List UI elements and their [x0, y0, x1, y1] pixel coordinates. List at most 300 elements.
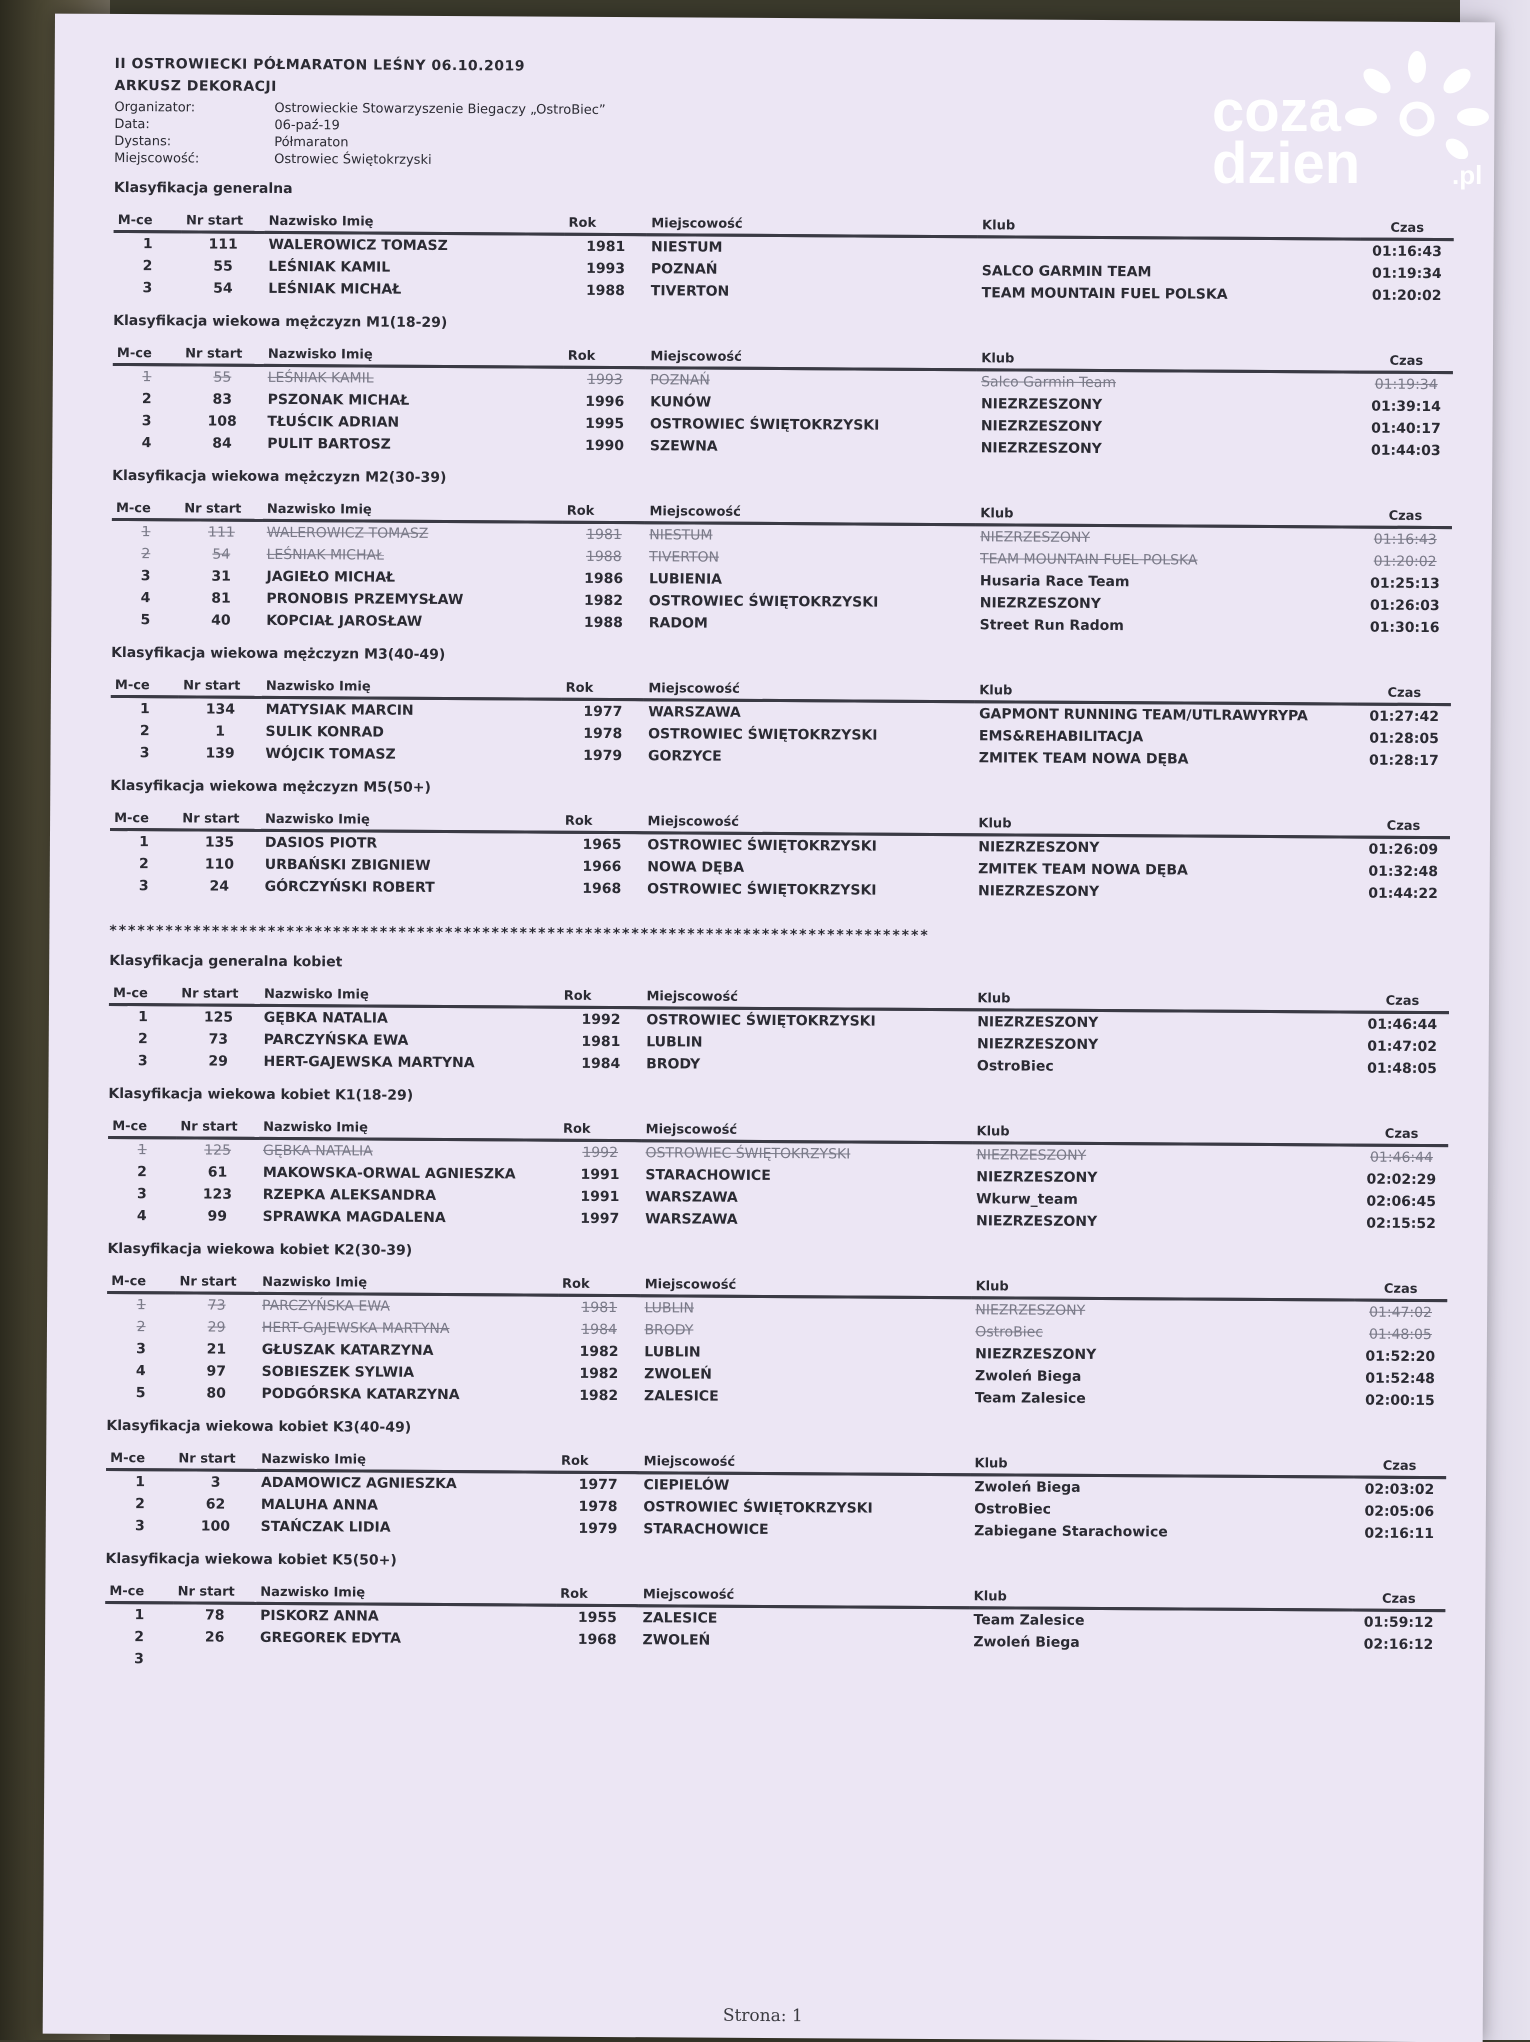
cell-mce: 1 — [134, 1607, 145, 1624]
column-header-miej: Miejscowość — [644, 811, 975, 835]
column-header-nr: Nr start — [174, 1581, 257, 1603]
cell-czas: 02:15:52 — [1366, 1215, 1436, 1233]
cell-miej: ZWOLEŃ — [642, 1632, 711, 1649]
cell-klub: NIEZRZESZONY — [977, 1014, 1099, 1031]
cell-mce: 3 — [142, 280, 153, 297]
column-header-nr: Nr start — [178, 808, 261, 830]
section-title: Klasyfikacja wiekowa mężczyzn M1(18-29) — [113, 312, 448, 332]
cell-czas: 01:48:05 — [1368, 1326, 1432, 1344]
column-header-name: Nazwisko Imię — [261, 809, 561, 832]
cell-nr: 73 — [208, 1031, 229, 1048]
cell-mce: 5 — [135, 1385, 146, 1402]
column-header-mce: M-ce — [105, 1581, 173, 1603]
column-header-klub: Klub — [974, 813, 1357, 837]
cell-name: LEŚNIAK MICHAŁ — [268, 280, 402, 298]
cell-nr: 134 — [205, 701, 236, 718]
cell-nr: 123 — [202, 1186, 233, 1203]
cell-miej: WARSZAWA — [645, 1189, 738, 1206]
cell-nr: 26 — [204, 1629, 225, 1646]
cell-czas: 01:47:02 — [1369, 1304, 1433, 1322]
cell-klub: TEAM MOUNTAIN FUEL POLSKA — [981, 285, 1228, 303]
column-header-name: Nazwisko Imię — [264, 344, 564, 367]
cell-rok: 1965 — [582, 836, 622, 854]
cell-nr: 29 — [208, 1053, 228, 1070]
cell-czas: 01:44:03 — [1370, 442, 1441, 460]
cell-mce: 1 — [139, 834, 149, 851]
results-table — [112, 343, 1453, 462]
cell-nr: 21 — [206, 1341, 227, 1358]
cell-nr: 55 — [213, 369, 232, 386]
cell-rok: 1986 — [584, 570, 624, 588]
cell-klub: Zabiegane Starachowice — [974, 1523, 1168, 1541]
column-header-czas: Czas — [1352, 1589, 1445, 1611]
cell-czas: 01:28:17 — [1369, 752, 1439, 770]
cell-rok: 1982 — [584, 592, 624, 610]
cell-name: SULIK KONRAD — [265, 723, 385, 741]
cell-rok — [556, 1651, 639, 1674]
document-content — [105, 56, 1485, 1678]
cell-miej: OSTROWIEC ŚWIĘTOKRZYSKI — [649, 416, 880, 434]
cell-miej: ZWOLEŃ — [644, 1366, 712, 1383]
cell-czas: 01:44:22 — [1368, 885, 1438, 903]
cell-miej: STARACHOWICE — [645, 1167, 771, 1184]
cell-klub: NIEZRZESZONY — [980, 440, 1102, 458]
section-title: Klasyfikacja wiekowa kobiet K5(50+) — [105, 1550, 397, 1569]
cell-nr: 40 — [211, 612, 231, 629]
cell-czas: 01:52:20 — [1365, 1348, 1436, 1366]
cell-miej: NIESTUM — [651, 239, 723, 256]
cell-miej: OSTROWIEC ŚWIĘTOKRZYSKI — [643, 1499, 873, 1517]
meta-label: Organizator: — [114, 99, 196, 116]
cell-klub: ZMITEK TEAM NOWA DĘBA — [978, 861, 1188, 879]
cell-rok: 1991 — [580, 1188, 620, 1206]
results-table — [110, 808, 1451, 905]
cell-name: LEŚNIAK KAMIL — [267, 369, 374, 387]
cell-mce: 3 — [137, 1053, 148, 1070]
column-header-name: Nazwisko Imię — [257, 1449, 557, 1472]
cell-name: ADAMOWICZ AGNIESZKA — [260, 1474, 457, 1493]
results-table — [113, 210, 1454, 307]
cell-klub: Zwoleń Biega — [974, 1479, 1081, 1496]
column-header-name: Nazwisko Imię — [262, 676, 562, 699]
cell-klub: Team Zalesice — [973, 1612, 1085, 1629]
cell-nr: 84 — [212, 435, 232, 452]
cell-mce: 2 — [141, 546, 151, 563]
cell-klub: Street Run Radom — [979, 617, 1124, 635]
column-header-klub: Klub — [978, 215, 1361, 239]
cell-klub: NIEZRZESZONY — [978, 839, 1100, 856]
cell-mce: 3 — [141, 413, 152, 430]
column-header-name: Nazwisko Imię — [263, 499, 563, 522]
column-header-miej: Miejscowość — [647, 213, 978, 237]
column-header-mce: M-ce — [114, 210, 182, 232]
cell-czas: 02:03:02 — [1364, 1481, 1435, 1499]
cell-klub: NIEZRZESZONY — [980, 418, 1103, 436]
cell-nr: 110 — [204, 856, 235, 873]
cell-czas: 02:06:45 — [1366, 1193, 1437, 1211]
column-header-nr: Nr start — [175, 1271, 258, 1293]
cell-klub — [978, 237, 1361, 263]
cell-czas: 01:19:34 — [1374, 376, 1438, 394]
cell-name: MALUHA ANNA — [260, 1496, 378, 1514]
cell-mce: 1 — [137, 1142, 147, 1159]
cell-mce: 3 — [139, 745, 150, 762]
cell-mce: 2 — [134, 1629, 145, 1646]
cell-mce: 1 — [141, 524, 151, 541]
page-number: Strona: 1 — [722, 2005, 803, 2027]
cell-klub: NIEZRZESZONY — [975, 1302, 1086, 1319]
column-header-name: Nazwisko Imię — [259, 1117, 559, 1140]
cell-miej: OSTROWIEC ŚWIĘTOKRZYSKI — [647, 881, 877, 899]
cell-klub: NIEZRZESZONY — [975, 1213, 1098, 1230]
column-header-mce: M-ce — [108, 1116, 176, 1138]
cell-klub: OstroBiec — [976, 1058, 1054, 1075]
cell-nr: 78 — [205, 1607, 225, 1624]
cell-nr: 61 — [207, 1164, 228, 1181]
cell-klub: ZMITEK TEAM NOWA DĘBA — [978, 750, 1189, 768]
cell-czas: 01:30:16 — [1369, 619, 1440, 637]
cell-czas: 02:00:15 — [1365, 1392, 1435, 1410]
cell-nr: 24 — [209, 878, 230, 895]
cell-name: GŁUSZAK KATARZYNA — [261, 1341, 434, 1359]
cell-rok: 1981 — [581, 1299, 618, 1317]
separator-line: **************************************************************************************** — [109, 922, 930, 944]
cell-miej: OSTROWIEC ŚWIĘTOKRZYSKI — [648, 726, 878, 744]
column-header-mce: M-ce — [106, 1448, 174, 1470]
column-header-nr: Nr start — [181, 343, 264, 365]
cell-rok: 1977 — [583, 703, 623, 721]
cell-czas: 01:48:05 — [1367, 1060, 1437, 1078]
column-header-klub: Klub — [973, 988, 1356, 1012]
cell-name: PARCZYŃSKA EWA — [263, 1031, 409, 1049]
column-header-klub: Klub — [975, 680, 1358, 704]
column-header-rok: Rok — [562, 678, 645, 700]
results-table — [107, 1271, 1448, 1412]
column-header-czas: Czas — [1356, 991, 1449, 1013]
cell-miej: GORZYCE — [647, 748, 722, 765]
cell-czas: 01:46:44 — [1370, 1149, 1433, 1167]
cell-name: PISKORZ ANNA — [260, 1607, 379, 1625]
column-header-mce: M-ce — [107, 1271, 175, 1293]
column-header-czas: Czas — [1355, 1124, 1448, 1146]
column-header-miej: Miejscowość — [644, 678, 975, 702]
cell-rok: 1966 — [582, 858, 622, 876]
cell-czas: 01:16:43 — [1373, 531, 1437, 549]
cell-name: WALEROWICZ TOMASZ — [266, 524, 429, 542]
cell-name: PRONOBIS PRZEMYSŁAW — [266, 590, 464, 609]
cell-mce: 2 — [137, 1164, 147, 1181]
cell-czas: 01:26:09 — [1368, 841, 1439, 859]
column-header-czas: Czas — [1360, 351, 1453, 373]
cell-name: GĘBKA NATALIA — [262, 1142, 373, 1160]
cell-mce: 3 — [136, 1186, 147, 1203]
cell-nr: 3 — [210, 1474, 221, 1491]
cell-czas: 01:59:12 — [1363, 1614, 1434, 1632]
cell-rok: 1979 — [578, 1520, 618, 1538]
cell-rok: 1995 — [585, 415, 625, 433]
document-title: II OSTROWIECKI PÓŁMARATON LEŚNY 06.10.2019 — [114, 55, 526, 75]
cell-czas: 01:40:17 — [1371, 420, 1441, 438]
cell-rok: 1993 — [587, 371, 623, 389]
cell-miej: KUNÓW — [650, 394, 712, 411]
cell-mce: 3 — [136, 1341, 146, 1358]
column-header-nr: Nr start — [179, 675, 262, 697]
meta-value: 06-paź-19 — [274, 117, 340, 134]
cell-klub: SALCO GARMIN TEAM — [981, 263, 1152, 281]
cell-rok: 1990 — [584, 437, 625, 455]
column-header-klub: Klub — [970, 1586, 1353, 1610]
cell-mce: 2 — [142, 258, 153, 275]
cell-miej: TIVERTON — [649, 549, 720, 566]
results-table — [108, 1116, 1449, 1235]
cell-nr: 125 — [203, 1009, 234, 1026]
column-header-rok: Rok — [558, 1274, 641, 1296]
cell-name: PSZONAK MICHAŁ — [267, 391, 410, 409]
cell-mce: 3 — [138, 878, 149, 895]
cell-nr: 81 — [211, 590, 231, 607]
cell-name: MAKOWSKA-ORWAL AGNIESZKA — [262, 1164, 516, 1183]
cell-rok: 1981 — [586, 238, 626, 256]
cell-nr: 100 — [200, 1518, 231, 1535]
cell-nr — [173, 1648, 256, 1671]
cell-miej: BRODY — [646, 1056, 701, 1073]
column-header-rok: Rok — [557, 1451, 640, 1473]
cell-nr: 139 — [205, 745, 235, 762]
meta-label: Miejscowość: — [114, 150, 200, 167]
cell-nr: 83 — [212, 391, 233, 408]
cell-miej: SZEWNA — [649, 438, 718, 455]
cell-rok: 1988 — [583, 614, 623, 632]
cell-mce: 2 — [135, 1496, 145, 1513]
cell-name: GĘBKA NATALIA — [263, 1009, 388, 1027]
cell-mce: 1 — [138, 1009, 148, 1026]
cell-rok: 1977 — [578, 1476, 618, 1494]
cell-czas: 01:16:43 — [1372, 243, 1442, 261]
column-header-nr: Nr start — [182, 210, 265, 232]
cell-miej: BRODY — [644, 1322, 694, 1339]
section-title: Klasyfikacja wiekowa mężczyzn M5(50+) — [110, 777, 431, 796]
cell-miej: NOWA DĘBA — [647, 859, 745, 876]
meta-label: Data: — [114, 116, 150, 133]
watermark-logo — [1210, 55, 1490, 205]
cell-miej: OSTROWIEC ŚWIĘTOKRZYSKI — [646, 1012, 876, 1030]
cell-nr: 54 — [213, 280, 233, 297]
cell-rok: 1978 — [583, 725, 623, 743]
cell-mce: 1 — [135, 1474, 146, 1491]
cell-mce: 3 — [140, 568, 151, 585]
column-header-nr: Nr start — [174, 1448, 257, 1470]
results-table — [106, 1448, 1447, 1545]
cell-rok: 1992 — [581, 1011, 621, 1029]
column-header-czas: Czas — [1354, 1279, 1447, 1301]
column-header-mce: M-ce — [111, 675, 179, 697]
column-header-mce: M-ce — [109, 983, 177, 1005]
section-title: Klasyfikacja generalna — [113, 179, 293, 198]
paper-sheet — [43, 14, 1495, 2042]
cell-czas: 01:52:48 — [1365, 1370, 1436, 1388]
cell-name: KOPCIAŁ JAROSŁAW — [266, 612, 423, 630]
column-header-mce: M-ce — [110, 808, 178, 830]
cell-miej: RADOM — [648, 615, 708, 632]
column-header-klub: Klub — [976, 503, 1359, 527]
logo-text-line2: dzien — [1212, 131, 1361, 196]
cell-rok: 1981 — [581, 1033, 621, 1051]
cell-miej: LUBLIN — [644, 1344, 701, 1361]
cell-mce: 2 — [141, 391, 152, 408]
cell-czas: 02:16:12 — [1363, 1636, 1434, 1654]
cell-miej: TIVERTON — [650, 283, 730, 300]
column-header-miej: Miejscowość — [645, 501, 976, 525]
cell-rok: 1984 — [581, 1055, 621, 1073]
cell-klub: NIEZRZESZONY — [976, 1169, 1098, 1186]
cell-nr: 108 — [207, 413, 237, 430]
column-header-name: Nazwisko Imię — [258, 1272, 558, 1295]
cell-klub: Salco Garmin Team — [981, 374, 1117, 392]
cell-miej: LUBLIN — [644, 1300, 695, 1317]
meta-value: Ostrowiec Świętokrzyski — [274, 151, 432, 168]
cell-nr: 111 — [208, 524, 235, 541]
column-header-czas: Czas — [1353, 1456, 1446, 1478]
cell-mce: 3 — [134, 1651, 144, 1668]
cell-klub: NIEZRZESZONY — [980, 529, 1090, 546]
cell-miej: OSTROWIEC ŚWIĘTOKRZYSKI — [645, 1145, 851, 1163]
cell-rok: 1996 — [585, 393, 625, 411]
cell-nr: 1 — [215, 723, 226, 740]
cell-rok: 1978 — [578, 1498, 618, 1516]
cell-miej: POZNAŃ — [650, 261, 718, 278]
cell-mce: 1 — [136, 1297, 146, 1314]
cell-rok: 1988 — [585, 548, 622, 566]
cell-name: DASIOS PIOTR — [264, 834, 378, 852]
cell-klub — [969, 1653, 1352, 1677]
cell-mce: 2 — [139, 723, 150, 740]
cell-mce: 2 — [137, 1031, 148, 1048]
cell-nr: 55 — [213, 258, 233, 275]
cell-nr: 62 — [205, 1496, 226, 1513]
meta-label: Dystans: — [114, 133, 172, 150]
column-header-czas: Czas — [1358, 683, 1451, 705]
cell-mce: 1 — [142, 369, 152, 386]
cell-klub: Team Zalesice — [974, 1390, 1086, 1407]
column-header-miej: Miejscowość — [640, 1451, 971, 1475]
document-subtitle: ARKUSZ DEKORACJI — [114, 77, 277, 95]
cell-rok: 1984 — [581, 1321, 617, 1339]
column-header-mce: M-ce — [113, 343, 181, 365]
cell-czas: 01:25:13 — [1370, 575, 1440, 593]
column-header-mce: M-ce — [112, 498, 180, 520]
cell-name — [256, 1649, 556, 1673]
cell-name: GREGOREK EDYTA — [259, 1629, 401, 1647]
column-header-czas: Czas — [1361, 218, 1454, 240]
cell-klub: NIEZRZESZONY — [980, 396, 1103, 414]
cell-klub: NIEZRZESZONY — [977, 1036, 1099, 1053]
cell-czas: 01:19:34 — [1372, 265, 1442, 283]
column-header-miej: Miejscowość — [642, 986, 973, 1010]
cell-name: RZEPKA ALEKSANDRA — [262, 1186, 437, 1204]
column-header-rok: Rok — [561, 811, 644, 833]
section-title: Klasyfikacja wiekowa mężczyzn M3(40-49) — [111, 644, 446, 663]
cell-rok: 1993 — [586, 260, 626, 278]
column-header-rok: Rok — [560, 986, 643, 1008]
cell-name: PODGÓRSKA KATARZYNA — [261, 1385, 460, 1404]
cell-klub: NIEZRZESZONY — [977, 883, 1100, 900]
cell-klub: Zwoleń Biega — [973, 1634, 1080, 1651]
cell-rok: 1955 — [577, 1609, 617, 1627]
results-table — [110, 675, 1451, 772]
cell-klub: GAPMONT RUNNING TEAM/UTLRAWYRYPA — [979, 706, 1308, 725]
cell-miej: LUBIENIA — [649, 571, 723, 588]
column-header-rok: Rok — [564, 346, 647, 368]
cell-klub: NIEZRZESZONY — [976, 1147, 1087, 1164]
cell-czas: 02:16:11 — [1364, 1525, 1435, 1543]
cell-nr: 99 — [207, 1208, 228, 1225]
cell-rok: 1981 — [586, 526, 622, 544]
cell-miej: WARSZAWA — [648, 704, 741, 721]
cell-name: LEŚNIAK KAMIL — [268, 258, 391, 276]
section-title: Klasyfikacja wiekowa kobiet K1(18-29) — [108, 1085, 414, 1104]
cell-miej: CIEPIELÓW — [643, 1477, 730, 1494]
cell-czas: 01:47:02 — [1367, 1038, 1438, 1056]
cell-mce: 4 — [141, 435, 152, 452]
column-header-rok: Rok — [556, 1584, 639, 1606]
cell-mce: 2 — [139, 856, 149, 873]
cell-klub: Husaria Race Team — [979, 573, 1130, 591]
cell-nr: 111 — [208, 236, 238, 253]
results-table — [105, 1581, 1446, 1678]
cell-klub: TEAM MOUNTAIN FUEL POLSKA — [979, 551, 1198, 569]
cell-miej: NIESTUM — [649, 527, 713, 544]
cell-czas: 01:32:48 — [1368, 863, 1439, 881]
cell-mce: 1 — [142, 236, 153, 253]
cell-rok: 1988 — [585, 282, 625, 300]
cell-miej: POZNAŃ — [650, 372, 710, 389]
section-title: Klasyfikacja generalna kobiet — [109, 952, 343, 971]
column-header-klub: Klub — [970, 1453, 1353, 1477]
cell-rok: 1968 — [577, 1631, 617, 1649]
column-header-miej: Miejscowość — [639, 1584, 970, 1608]
column-header-rok: Rok — [559, 1119, 642, 1141]
results-table — [109, 983, 1450, 1080]
cell-rok: 1982 — [579, 1387, 619, 1405]
cell-klub: Zwoleń Biega — [975, 1368, 1082, 1385]
logo-suffix: .pl — [1452, 160, 1483, 190]
meta-value: Ostrowieckie Stowarzyszenie Biegaczy „OstroBiec” — [274, 100, 606, 118]
cell-name: WÓJCIK TOMASZ — [265, 745, 396, 763]
cell-name: PULIT BARTOSZ — [267, 435, 391, 453]
cell-name: STAŃCZAK LIDIA — [260, 1518, 391, 1536]
column-header-klub: Klub — [972, 1276, 1355, 1300]
cell-rok: 1982 — [579, 1343, 619, 1361]
cell-nr: 135 — [204, 834, 235, 851]
cell-name: URBAŃSKI ZBIGNIEW — [264, 856, 431, 874]
cell-mce: 4 — [135, 1363, 146, 1380]
cell-nr: 125 — [204, 1142, 232, 1159]
cell-mce: 4 — [140, 590, 151, 607]
column-header-nr: Nr start — [177, 983, 260, 1005]
cell-nr: 29 — [207, 1319, 226, 1336]
cell-name: GÓRCZYŃSKI ROBERT — [264, 878, 435, 896]
results-table — [111, 498, 1452, 639]
cell-miej: ZALESICE — [642, 1610, 718, 1627]
cell-miej: OSTROWIEC ŚWIĘTOKRZYSKI — [647, 837, 877, 855]
column-header-nr: Nr start — [176, 1116, 259, 1138]
cell-miej: ZALESICE — [644, 1388, 719, 1405]
column-header-czas: Czas — [1359, 506, 1452, 528]
sun-icon — [1345, 49, 1495, 159]
meta-value: Półmaraton — [274, 134, 349, 151]
cell-name: MATYSIAK MARCIN — [265, 701, 414, 719]
column-header-name: Nazwisko Imię — [256, 1582, 556, 1605]
